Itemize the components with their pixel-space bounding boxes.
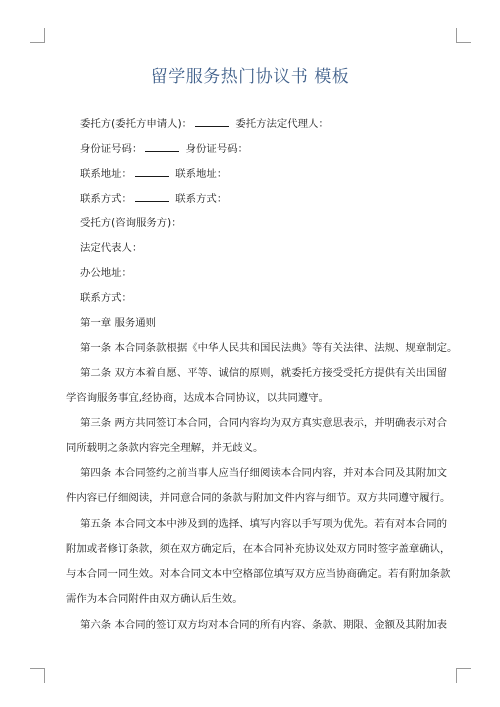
crop-mark-top-left — [30, 28, 45, 43]
article-3 — [66, 416, 450, 466]
article-2 — [66, 366, 450, 416]
address-blank[interactable] — [135, 166, 169, 177]
agent-label: 受托方(咨询服务方)： — [80, 217, 182, 229]
article-5-line: 与本合同一同生效。对本合同文本中空格部位填写双方应当协商确定。若有附加条款 — [66, 568, 451, 580]
document-title: 留学服务热门协议书 模板 — [150, 67, 350, 87]
article-4-line: 第四条 本合同签约之前当事人应当仔细阅读本合同内容，并对本合同及其附加文 — [80, 467, 447, 479]
article-2-line: 第二条 双方本着自愿、平等、诚信的原则，就委托方接受受托方提供有关出国留 — [80, 367, 447, 379]
contact-label-1: 联系方式： — [80, 193, 132, 205]
legal-rep-label: 法定代表人： — [80, 242, 143, 254]
article-5-line: 附加或者修订条款，须在双方确定后，在本合同补充协议处双方同时签字盖章确认， — [66, 543, 451, 555]
crop-mark-top-right — [456, 28, 471, 43]
article-2-line: 学咨询服务事宜,经协商，达成本合同协议，以共同遵守。 — [66, 392, 330, 404]
article-3-line: 第三条 两方共同签订本合同，合同内容均为双方真实意思表示，并明确表示对合 — [80, 417, 447, 429]
contact-blank[interactable] — [135, 191, 169, 202]
client-row — [80, 116, 450, 131]
article-1: 第一条 本合同条款根据《中华人民共和国民法典》等有关法律、法规、规章制定。 — [80, 342, 458, 354]
article-4 — [66, 466, 451, 516]
client-blank[interactable] — [195, 116, 229, 127]
client-agent-label: 委托方法定代理人： — [235, 118, 329, 130]
crop-mark-bottom-right — [456, 668, 471, 683]
article-6 — [80, 618, 450, 643]
chapter-heading: 第一章 服务通则 — [80, 317, 157, 329]
id-label-1: 身份证号码： — [80, 143, 143, 155]
address-row — [80, 166, 450, 181]
id-label-2: 身份证号码： — [185, 143, 248, 155]
contact-row — [80, 191, 450, 206]
article-5-line: 第五条 本合同文本中涉及到的选择、填写内容以手写项为优先。若有对本合同的 — [80, 518, 447, 530]
id-blank[interactable] — [145, 141, 179, 152]
agent-contact-label: 联系方式： — [80, 292, 132, 304]
crop-mark-bottom-left — [30, 668, 45, 683]
article-3-line: 同所载明之条款内容完全理解，并无歧义。 — [66, 442, 264, 454]
article-5 — [66, 517, 451, 617]
client-label: 委托方(委托方申请人)： — [80, 118, 193, 130]
article-4-line: 件内容已仔细阅读，并同意合同的条款与附加文件内容与细节。双方共同遵守履行。 — [66, 492, 451, 504]
contact-label-2: 联系方式： — [175, 193, 228, 205]
address-label-1: 联系地址： — [80, 168, 132, 180]
office-label: 办公地址： — [80, 267, 132, 279]
article-6-line: 第六条 本合同的签订双方均对本合同的所有内容、条款、期限、金额及其附加表 — [80, 619, 447, 631]
id-row — [80, 141, 450, 156]
address-label-2: 联系地址： — [175, 168, 228, 180]
article-5-line: 需作为本合同附件由双方确认后生效。 — [66, 593, 243, 605]
